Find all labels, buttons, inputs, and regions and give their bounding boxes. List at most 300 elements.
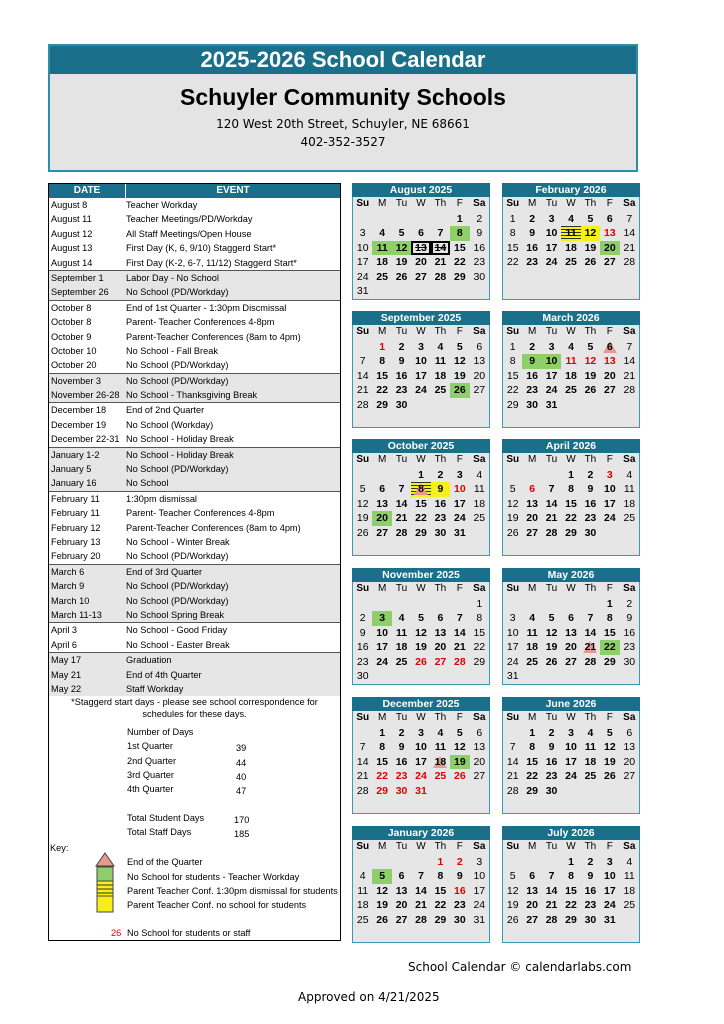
empty-day <box>522 468 541 483</box>
calendar-day: 26 <box>395 270 408 283</box>
weekday-header: Su <box>506 841 520 852</box>
empty-day <box>372 597 391 612</box>
calendar-day: 21 <box>356 770 369 782</box>
weekday-header: F <box>456 841 463 852</box>
empty-day <box>411 855 430 870</box>
calendar-day: 31 <box>356 285 369 297</box>
calendar-day: 26 <box>506 526 519 539</box>
key-no-school: No School for students or staff <box>127 928 251 938</box>
calendar-day: 26 <box>454 770 466 782</box>
weekday-header: W <box>566 454 576 465</box>
event-row <box>49 388 340 402</box>
calendar-day: 22 <box>454 256 466 268</box>
calendar-day: 24 <box>415 384 427 396</box>
calendar-day: 1 <box>476 597 483 610</box>
event-date: October 8 <box>51 302 92 313</box>
calendar-day: 8 <box>509 227 516 239</box>
weekday-header: F <box>606 712 613 723</box>
event-description: Parent- Teacher Conferences 4-8pm <box>126 508 275 519</box>
calendar-day: 8 <box>379 741 386 753</box>
empty-day <box>522 597 541 612</box>
empty-day <box>503 412 522 427</box>
calendar-day: 9 <box>587 870 594 882</box>
calendar-day: 23 <box>545 770 558 782</box>
event-description: No School Spring Break <box>126 609 225 620</box>
empty-day <box>522 855 541 870</box>
calendar-day: 27 <box>526 913 538 926</box>
empty-day <box>470 412 489 427</box>
month-title: October 2025 <box>352 439 490 453</box>
calendar-day: 21 <box>623 369 636 382</box>
empty-day <box>581 669 600 684</box>
calendar-day: 25 <box>434 384 447 396</box>
weekday-header: M <box>527 712 537 723</box>
event-row <box>49 622 340 637</box>
month-calendar <box>502 826 640 943</box>
empty-day <box>581 927 600 942</box>
calendar-day: 22 <box>506 256 519 268</box>
weekday-header: Tu <box>545 841 558 852</box>
calendar-header <box>48 44 638 172</box>
event-description: Teacher Workday <box>126 200 198 210</box>
empty-day <box>372 284 391 299</box>
calendar-day: 6 <box>529 483 536 495</box>
calendar-day: 16 <box>395 369 408 382</box>
empty-day <box>470 540 489 555</box>
calendar-day: 10 <box>506 626 519 639</box>
district-phone: 402-352-3527 <box>300 135 386 149</box>
q1-label: 1st Quarter <box>127 741 173 751</box>
calendar-day: 31 <box>473 913 486 926</box>
calendar-day: 24 <box>356 270 369 283</box>
weekday-header: Th <box>584 712 597 723</box>
weekday-header: Sa <box>473 198 486 209</box>
event-date: December 22-31 <box>51 434 120 445</box>
empty-day <box>561 540 580 555</box>
event-row <box>49 668 340 682</box>
calendar-day: 18 <box>565 369 577 382</box>
calendar-day: 8 <box>529 741 536 753</box>
calendar-day: 2 <box>398 340 405 353</box>
calendar-day: 10 <box>604 483 616 495</box>
calendar-day: 11 <box>434 741 446 753</box>
calendar-day: 5 <box>606 726 613 739</box>
calendar-day: 26 <box>506 913 519 926</box>
calendar-day: 1 <box>509 340 516 353</box>
weekday-header: Sa <box>623 198 636 209</box>
calendar-day: 4 <box>437 726 444 739</box>
calendar-day: 31 <box>415 784 427 797</box>
calendar-day: 12 <box>584 355 597 367</box>
calendar-day: 13 <box>604 355 616 367</box>
month-grid <box>502 453 640 556</box>
weekday-header: Th <box>584 454 597 465</box>
calendar-day: 1 <box>437 855 444 868</box>
empty-day <box>561 270 580 285</box>
weekday-header: Th <box>434 583 447 594</box>
calendar-day: 5 <box>587 340 594 353</box>
event-description: First Day (K-2, 6-7, 11/12) Staggerd Start* <box>126 257 297 268</box>
calendar-day: 21 <box>623 241 636 254</box>
calendar-day: 4 <box>587 726 594 739</box>
event-description: No School - Fall Break <box>126 345 218 356</box>
calendar-day: 24 <box>454 512 466 524</box>
calendar-day: 20 <box>473 755 486 768</box>
calendar-day: 12 <box>356 497 369 510</box>
weekday-header: M <box>377 454 387 465</box>
calendar-day: 4 <box>359 870 366 882</box>
empty-day <box>581 270 600 285</box>
month-title: March 2026 <box>502 311 640 325</box>
month-grid <box>502 711 640 814</box>
event-date: November 3 <box>51 375 102 386</box>
empty-day <box>503 468 522 483</box>
calendar-day: 23 <box>395 770 408 782</box>
calendar-day: 22 <box>415 512 427 524</box>
month-grid <box>502 197 640 300</box>
empty-day <box>450 597 469 612</box>
calendar-day: 11 <box>434 355 446 367</box>
calendar-day: 24 <box>376 655 388 668</box>
event-description: No School (PD/Workday) <box>126 360 229 371</box>
weekday-header: M <box>377 583 387 594</box>
weekday-header: Th <box>584 583 597 594</box>
empty-day <box>431 412 450 427</box>
weekday-header: M <box>527 326 537 337</box>
calendar-day: 12 <box>454 355 466 367</box>
calendar-day: 25 <box>395 655 408 668</box>
calendar-day: 25 <box>565 384 577 396</box>
calendar-day: 11 <box>526 626 538 639</box>
calendar-day: 8 <box>450 226 469 241</box>
empty-day <box>620 784 639 799</box>
calendar-day: 30 <box>623 655 636 668</box>
event-description: No School - Good Friday <box>126 625 228 636</box>
calendar-day: 15 <box>434 884 447 897</box>
calendar-day: 5 <box>509 483 516 495</box>
empty-day <box>561 412 580 427</box>
event-description: No School - Easter Break <box>126 639 230 650</box>
empty-day <box>542 798 561 813</box>
calendar-day: 13 <box>565 626 577 639</box>
empty-day <box>470 669 489 684</box>
calendar-day: 19 <box>356 512 369 524</box>
footer-credit: School Calendar © calendarlabs.com <box>408 960 632 974</box>
calendar-day: 19 <box>506 899 519 911</box>
empty-day <box>600 284 619 299</box>
calendar-day: 22 <box>473 641 486 653</box>
calendar-day: 1 <box>606 597 613 610</box>
calendar-day: 26 <box>376 913 388 926</box>
calendar-day: 17 <box>545 369 558 382</box>
event-row <box>49 358 340 372</box>
calendar-day: 18 <box>565 241 577 254</box>
calendar-day: 7 <box>587 612 594 624</box>
calendar-day: 4 <box>379 227 386 239</box>
event-row <box>49 549 340 563</box>
calendar-day: 28 <box>545 526 558 539</box>
calendar-day: 30 <box>356 670 369 682</box>
calendar-day: 3 <box>509 612 516 624</box>
calendar-day: 13 <box>411 241 430 256</box>
calendar-day: 14 <box>584 626 597 639</box>
calendar-day: 11 <box>372 241 391 256</box>
event-description: Graduation <box>126 655 172 666</box>
calendar-day: 31 <box>506 670 519 682</box>
calendar-day: 9 <box>476 227 483 239</box>
calendar-day: 10 <box>415 741 427 753</box>
calendar-day: 16 <box>623 626 636 639</box>
empty-day <box>542 669 561 684</box>
calendar-day: 5 <box>548 612 555 624</box>
key-conf-noschool: Parent Teacher Conf. no school for students <box>127 900 307 910</box>
empty-day <box>581 597 600 612</box>
weekday-header: Sa <box>623 841 636 852</box>
empty-day <box>620 913 639 928</box>
staff-days-label: Total Staff Days <box>127 827 192 837</box>
calendar-day: 3 <box>372 611 391 626</box>
event-row <box>49 256 340 270</box>
event-date: August 8 <box>51 200 88 210</box>
event-description: End of 1st Quarter - 1:30pm Discmissal <box>126 302 287 313</box>
weekday-header: W <box>566 198 576 209</box>
empty-day <box>353 927 372 942</box>
event-description: No School - Winter Break <box>126 536 230 547</box>
calendar-day: 8 <box>437 870 444 882</box>
event-row <box>49 447 340 462</box>
empty-day <box>600 927 619 942</box>
calendar-day: 16 <box>395 755 408 768</box>
calendar-day: 13 <box>434 626 447 639</box>
event-description: 1:30pm dismissal <box>126 493 197 504</box>
month-grid <box>352 711 490 814</box>
calendar-day: 2 <box>437 468 444 481</box>
event-description: Parent- Teacher Conferences 4-8pm <box>126 317 275 328</box>
empty-day <box>450 412 469 427</box>
calendar-day: 31 <box>545 398 558 411</box>
calendar-day: 6 <box>568 612 574 624</box>
q4-label: 4th Quarter <box>127 784 174 794</box>
calendar-day: 5 <box>456 340 463 353</box>
calendar-day: 19 <box>376 899 388 911</box>
weekday-header: Su <box>356 198 370 209</box>
event-row <box>49 564 340 579</box>
event-row <box>49 535 340 549</box>
event-row <box>49 241 340 255</box>
calendar-day: 28 <box>584 655 597 668</box>
calendar-day: 11 <box>623 483 635 495</box>
calendar-day: 18 <box>431 755 450 770</box>
empty-day <box>431 398 450 413</box>
event-row <box>49 594 340 608</box>
calendar-day: 13 <box>526 884 538 897</box>
weekday-header: W <box>416 583 426 594</box>
month-grid <box>502 582 640 685</box>
event-date: March 9 <box>51 581 85 592</box>
calendar-day: 15 <box>565 497 577 510</box>
calendar-day: 9 <box>431 482 450 497</box>
calendar-day: 24 <box>545 256 558 268</box>
empty-day <box>392 468 411 483</box>
event-row <box>49 315 340 329</box>
event-date: May 21 <box>51 669 82 680</box>
weekday-header: Su <box>356 841 370 852</box>
calendar-day: 7 <box>509 741 516 753</box>
month-grid <box>352 197 490 300</box>
empty-day <box>392 855 411 870</box>
calendar-day: 22 <box>434 899 447 911</box>
empty-day <box>411 284 430 299</box>
empty-day <box>581 284 600 299</box>
calendar-day: 18 <box>526 641 538 653</box>
event-description: First Day (K, 6, 9/10) Staggerd Start* <box>126 243 277 254</box>
weekday-header: M <box>527 198 537 209</box>
calendar-day: 21 <box>545 899 558 911</box>
empty-day <box>372 412 391 427</box>
weekday-header: Tu <box>545 454 558 465</box>
calendar-day: 24 <box>545 384 558 396</box>
calendar-day: 20 <box>372 511 391 526</box>
calendar-day: 13 <box>526 497 538 510</box>
weekday-header: Sa <box>623 454 636 465</box>
weekday-header: Th <box>434 326 447 337</box>
calendar-day: 5 <box>372 869 391 884</box>
calendar-day: 25 <box>623 512 636 524</box>
calendar-day: 29 <box>376 784 388 797</box>
event-date: August 12 <box>51 228 93 239</box>
calendar-day: 9 <box>359 626 366 639</box>
calendar-day: 12 <box>581 226 600 241</box>
weekday-header: Tu <box>395 198 408 209</box>
event-row <box>49 300 340 315</box>
empty-day <box>470 284 489 299</box>
calendar-day: 1 <box>568 468 574 481</box>
calendar-day: 30 <box>584 913 597 926</box>
calendar-day: 13 <box>623 741 636 753</box>
calendar-day: 7 <box>456 612 463 624</box>
calendar-day: 19 <box>545 641 558 653</box>
empty-day <box>450 927 469 942</box>
calendar-day: 9 <box>587 483 594 495</box>
empty-day <box>470 526 489 541</box>
calendar-day: 17 <box>473 884 486 897</box>
weekday-header: F <box>606 841 613 852</box>
calendar-day: 18 <box>376 256 388 268</box>
event-date: February 13 <box>51 536 101 547</box>
calendar-day: 28 <box>356 784 369 797</box>
empty-day <box>600 526 619 541</box>
empty-day <box>450 784 469 799</box>
weekday-header: F <box>606 583 613 594</box>
event-date: April 3 <box>51 625 78 636</box>
empty-day <box>561 798 580 813</box>
calendar-day: 20 <box>565 641 577 653</box>
empty-day <box>600 798 619 813</box>
event-date: September 26 <box>51 287 109 298</box>
calendar-day: 9 <box>626 612 633 624</box>
calendar-day: 3 <box>606 855 613 868</box>
calendar-day: 26 <box>584 256 597 268</box>
calendar-day: 28 <box>623 256 636 268</box>
event-description: All Staff Meetings/Open House <box>126 228 252 239</box>
calendar-day: 1 <box>509 212 516 225</box>
empty-day <box>372 798 391 813</box>
empty-day <box>392 412 411 427</box>
event-description: No School (PD/Workday) <box>126 375 229 386</box>
weekday-header: W <box>566 841 576 852</box>
calendar-day: 22 <box>526 770 538 782</box>
weekday-header: F <box>606 454 613 465</box>
calendar-day: 2 <box>529 212 536 225</box>
calendar-day: 3 <box>548 212 555 225</box>
event-description: End of 3rd Quarter <box>126 566 203 577</box>
event-description: Parent-Teacher Conferences (8am to 4pm) <box>126 331 301 342</box>
calendar-day: 22 <box>600 640 619 655</box>
weekday-header: Tu <box>545 712 558 723</box>
calendar-day: 21 <box>356 384 369 396</box>
calendar-day: 15 <box>506 241 519 254</box>
weekday-header: W <box>416 454 426 465</box>
weekday-header: Tu <box>395 326 408 337</box>
calendar-day: 9 <box>398 355 405 367</box>
event-row <box>49 270 340 285</box>
calendar-day: 7 <box>437 227 444 239</box>
calendar-day: 2 <box>398 726 405 739</box>
empty-day <box>581 540 600 555</box>
month-title: February 2026 <box>502 183 640 197</box>
calendar-day: 24 <box>565 770 577 782</box>
event-description: No School (Workday) <box>126 419 214 430</box>
calendar-day: 17 <box>565 755 577 768</box>
empty-day <box>542 597 561 612</box>
calendar-day: 4 <box>626 855 633 868</box>
weekday-header: W <box>416 326 426 337</box>
calendar-day: 13 <box>473 741 486 753</box>
weekday-header: Su <box>506 712 520 723</box>
calendar-day: 30 <box>584 526 597 539</box>
weekday-header: Su <box>356 712 370 723</box>
calendar-day: 9 <box>398 741 405 753</box>
event-row <box>49 285 340 299</box>
weekday-header: Sa <box>473 841 486 852</box>
empty-day <box>392 597 411 612</box>
events-table-header <box>49 184 340 198</box>
empty-day <box>503 798 522 813</box>
month-title: November 2025 <box>352 568 490 582</box>
calendar-day: 22 <box>565 899 577 911</box>
calendar-day: 21 <box>545 512 558 524</box>
calendar-day: 10 <box>545 227 558 239</box>
calendar-day: 30 <box>526 398 538 411</box>
empty-day <box>561 284 580 299</box>
empty-day <box>561 398 580 413</box>
calendar-day: 15 <box>565 884 577 897</box>
calendar-day: 9 <box>529 227 536 239</box>
calendar-day: 13 <box>604 227 616 239</box>
event-description: End of 4th Quarter <box>126 669 202 680</box>
student-days-label: Total Student Days <box>127 813 205 823</box>
empty-day <box>372 468 391 483</box>
calendar-day: 2 <box>587 468 594 481</box>
event-column-header: EVENT <box>216 185 250 196</box>
empty-day <box>411 540 430 555</box>
calendar-day: 19 <box>584 241 597 254</box>
event-row <box>49 373 340 388</box>
calendar-day: 8 <box>606 612 613 624</box>
weekday-header: M <box>527 841 537 852</box>
calendar-day: 8 <box>411 482 430 497</box>
calendar-day: 21 <box>415 899 427 911</box>
